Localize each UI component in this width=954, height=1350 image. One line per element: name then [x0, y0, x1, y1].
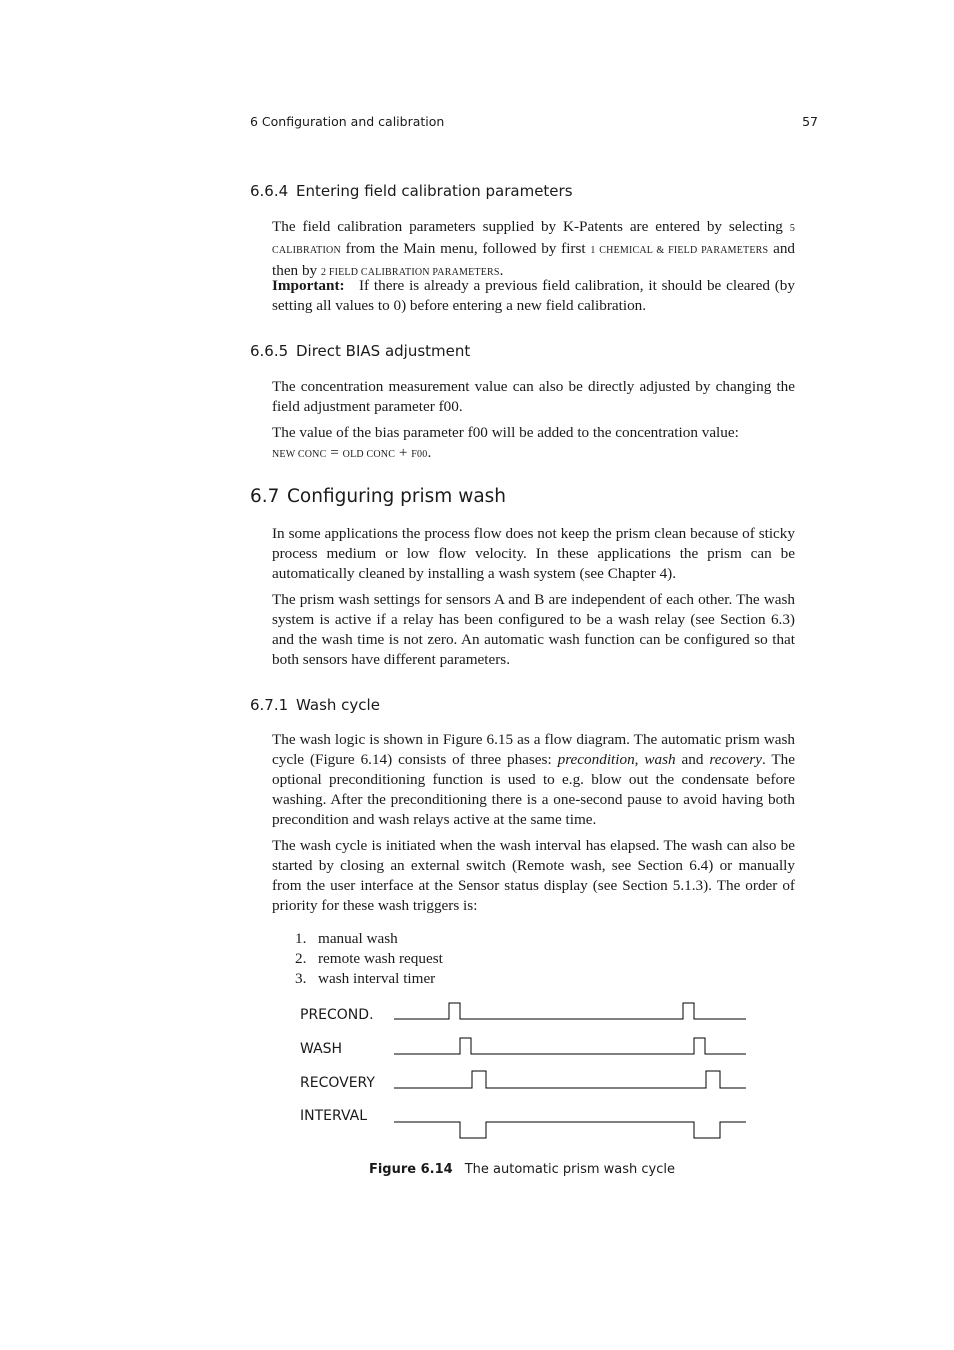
- text: and: [675, 751, 710, 768]
- figure-caption-text: The automatic prism wash cycle: [464, 1162, 676, 1177]
- signal-label-wash: WASH: [300, 1041, 343, 1057]
- running-head: 6 Configuration and calibration: [250, 114, 445, 129]
- important-text: If there is already a previous field calibration, it should be cleared (by setting all values to 0) before entering a new field calibration.: [272, 277, 795, 314]
- figure-caption: [250, 1162, 794, 1177]
- phase-recovery: recovery: [709, 751, 762, 768]
- section-6-7-paragraph-2: The prism wash settings for sensors A and B are independent of each other. The wash system is active if a relay has been configured to be a wash relay (see Section 6.3) and the wash time is not zero. An automatic wash function can be configured so that both sensors have different parameters.: [272, 591, 795, 668]
- menu-ref-calibration: 5 CALIBRATION: [272, 223, 796, 256]
- text: The value of the bias parameter f00 will be added to the concentration value:: [272, 424, 739, 441]
- formula-plus: +: [395, 444, 412, 461]
- section-6-7-paragraph-1: In some applications the process flow does not keep the prism clean because of sticky process medium or low flow velocity. In these applications the prism can be automatically cleaned by installing a wash system (see Chapter 4).: [272, 525, 795, 582]
- section-title: Direct BIAS adjustment: [296, 342, 471, 360]
- list-text: wash interval timer: [318, 970, 436, 987]
- text: The field calibration parameters supplied by K-Patents are entered by selecting: [272, 218, 783, 235]
- text: . The optional preconditioning function is used to e.g. blow out the condensate before washing. After the preconditioning there is a one-second pause to avoid having both precondition and wash relays active at the same time.: [272, 751, 796, 828]
- list-number: 3.: [295, 970, 307, 987]
- section-title: Wash cycle: [296, 696, 380, 714]
- signal-label-interval: INTERVAL: [300, 1108, 368, 1124]
- formula-f00: F00: [411, 449, 428, 460]
- important-label: Important:: [272, 277, 345, 294]
- section-number: 6.6.4: [250, 182, 289, 200]
- section-number: 6.6.5: [250, 342, 289, 360]
- text: ,: [634, 751, 645, 768]
- section-number: 6.7: [250, 486, 280, 507]
- formula-new-conc: NEW CONC: [272, 449, 327, 460]
- formula-eq: =: [326, 444, 343, 461]
- wash-waveform: [394, 1038, 746, 1054]
- section-title: Entering field calibration parameters: [296, 182, 573, 200]
- figure-label: Figure 6.14: [368, 1162, 453, 1177]
- list-number: 2.: [295, 950, 307, 967]
- phase-wash: wash: [644, 751, 676, 768]
- phase-precondition: precondition: [557, 751, 635, 768]
- section-6-6-5-paragraph-1: The concentration measurement value can also be directly adjusted by changing the field adjustment parameter f00.: [272, 378, 795, 415]
- recovery-waveform: [394, 1071, 746, 1088]
- section-title: Configuring prism wash: [287, 486, 507, 507]
- section-number: 6.7.1: [250, 696, 289, 714]
- signal-label-precond: PRECOND.: [300, 1007, 374, 1023]
- precond-waveform: [394, 1003, 746, 1019]
- formula-old-conc: OLD CONC: [342, 449, 396, 460]
- text: from the Main menu, followed by first: [340, 240, 591, 257]
- menu-ref-chemical-field: 1 CHEMICAL & FIELD PARAMETERS: [590, 245, 769, 256]
- text: The wash logic is shown in Figure 6.15 as a flow diagram. The automatic prism wash cycle (Figure 6.14) consists of three phases:: [272, 731, 795, 768]
- section-6-7-1-paragraph-2: The wash cycle is initiated when the wash interval has elapsed. The wash can also be started by closing an external switch (Remote wash, see Section 6.4) or manually from the user interface at the Sensor status display (see Section 5.1.3). The order of priority for these wash triggers is:: [272, 837, 795, 914]
- menu-ref-field-calibration: 2 FIELD CALIBRATION PARAMETERS: [320, 267, 500, 278]
- list-number: 1.: [295, 930, 307, 947]
- text: .: [499, 262, 504, 279]
- text: and then by: [272, 240, 796, 279]
- list-text: manual wash: [318, 930, 398, 947]
- interval-waveform: [394, 1122, 746, 1138]
- list-text: remote wash request: [318, 950, 443, 967]
- page-number: 57: [802, 114, 818, 129]
- signal-label-recovery: RECOVERY: [300, 1075, 375, 1091]
- formula-end: .: [427, 444, 432, 461]
